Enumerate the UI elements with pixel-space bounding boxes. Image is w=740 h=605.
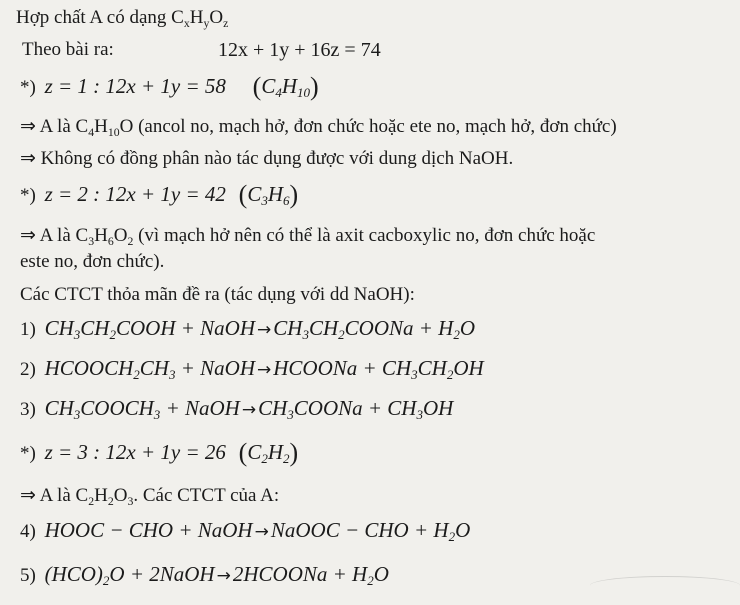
no-isomer-line (20, 147, 513, 171)
theo-label: Theo bài ra: (22, 39, 114, 60)
reaction-3 (20, 396, 453, 422)
reaction-number: 3) (20, 399, 36, 420)
reaction-lhs: $HCOOCH_2CH_3$ + NaOH (44, 356, 255, 383)
reaction-1 (20, 316, 475, 342)
a1-description: (ancol no, mạch hở, đơn chức hoặc ete no, mạch hở, đơn chức) (133, 116, 617, 137)
formula-cxhyoz: $C_xH_yO_z$ (171, 7, 229, 30)
case3-line (20, 440, 298, 466)
intro-line (16, 6, 228, 30)
a3-prefix: A là (35, 485, 76, 506)
implies-icon: ⇒ (20, 116, 36, 137)
reaction-lhs: HOOC − CHO + NaOH (44, 518, 253, 542)
arrow-icon: → (241, 400, 257, 420)
implies-icon: ⇒ (20, 148, 36, 169)
implies-icon: ⇒ (20, 485, 36, 506)
arrow-icon: → (257, 320, 272, 340)
case2-equation: z = 2 : 12x + 1y = 42 (44, 182, 226, 206)
case1-equation: z = 1 : 12x + 1y = 58 (44, 74, 226, 98)
a2-description: (vì mạch hở nên có thể là axit cacboxylic no, đơn chức hoặc (133, 225, 596, 246)
bullet: *) (20, 185, 36, 206)
reaction-lhs: $(HCO)_2O$ + 2NaOH (44, 562, 215, 589)
arrow-icon: → (257, 360, 272, 380)
a2-continuation-line (20, 250, 164, 274)
a2-prefix: A là (35, 225, 76, 246)
a3-line (20, 484, 279, 508)
case1-line (20, 74, 319, 100)
reaction-number: 4) (20, 521, 36, 542)
case2-line (20, 182, 298, 208)
reaction-number: 2) (20, 359, 36, 380)
reaction-rhs: $CH_3COONa + CH_3OH$ (258, 396, 454, 423)
reaction-number: 5) (20, 565, 36, 586)
reaction-lhs: $CH_3COOCH_3$ + NaOH (44, 396, 240, 423)
paper-mark (590, 576, 740, 595)
arrow-icon: → (216, 566, 231, 586)
ctct-heading (20, 283, 415, 307)
reaction-rhs: 2HCOONa + $H_2O$ (232, 562, 389, 589)
case2-formula: $(C_3H_6)$ (238, 180, 299, 209)
formula-c4h10o: $C_4H_{10}O$ (75, 116, 134, 139)
case3-equation: z = 3 : 12x + 1y = 26 (44, 440, 226, 464)
intro-text: Hợp chất A có dạng (16, 7, 172, 28)
implies-icon: ⇒ (20, 225, 36, 246)
reaction-lhs: $CH_3CH_2COOH$ + NaOH (44, 316, 255, 343)
reaction-2 (20, 356, 484, 382)
ctct-heading-text: Các CTCT thỏa mãn đề ra (tác dụng với dd NaOH): (20, 284, 415, 305)
reaction-5 (20, 562, 389, 588)
case3-formula: $(C_2H_2)$ (238, 438, 299, 467)
reaction-4 (20, 518, 470, 544)
a2-line (20, 224, 595, 248)
reaction-rhs: $CH_3CH_2COONa + H_2O$ (273, 316, 476, 343)
reaction-number: 1) (20, 319, 36, 340)
case1-formula: $(C_4H_{10})$ (252, 72, 319, 101)
theo-equation (218, 38, 381, 62)
theo-line (22, 38, 114, 62)
reaction-rhs: HCOONa + $CH_3CH_2OH$ (273, 356, 484, 383)
formula-c3h6o2: $C_3H_6O_2$ (75, 225, 134, 248)
reaction-rhs: NaOOC − CHO + $H_2O$ (270, 518, 471, 545)
formula-c2h2o3: $C_2H_2O_3$ (75, 485, 134, 508)
a1-prefix: A là (35, 116, 76, 137)
bullet: *) (20, 443, 36, 464)
a2-continuation: este no, đơn chức). (20, 251, 165, 272)
no-isomer-text: Không có đồng phân nào tác dụng được với dung dịch NaOH. (35, 148, 514, 169)
arrow-icon: → (254, 522, 269, 542)
a1-line (20, 115, 617, 139)
bullet: *) (20, 77, 36, 98)
a3-description: . Các CTCT của A: (133, 485, 280, 506)
main-equation: 12x + 1y + 16z = 74 (218, 39, 381, 61)
